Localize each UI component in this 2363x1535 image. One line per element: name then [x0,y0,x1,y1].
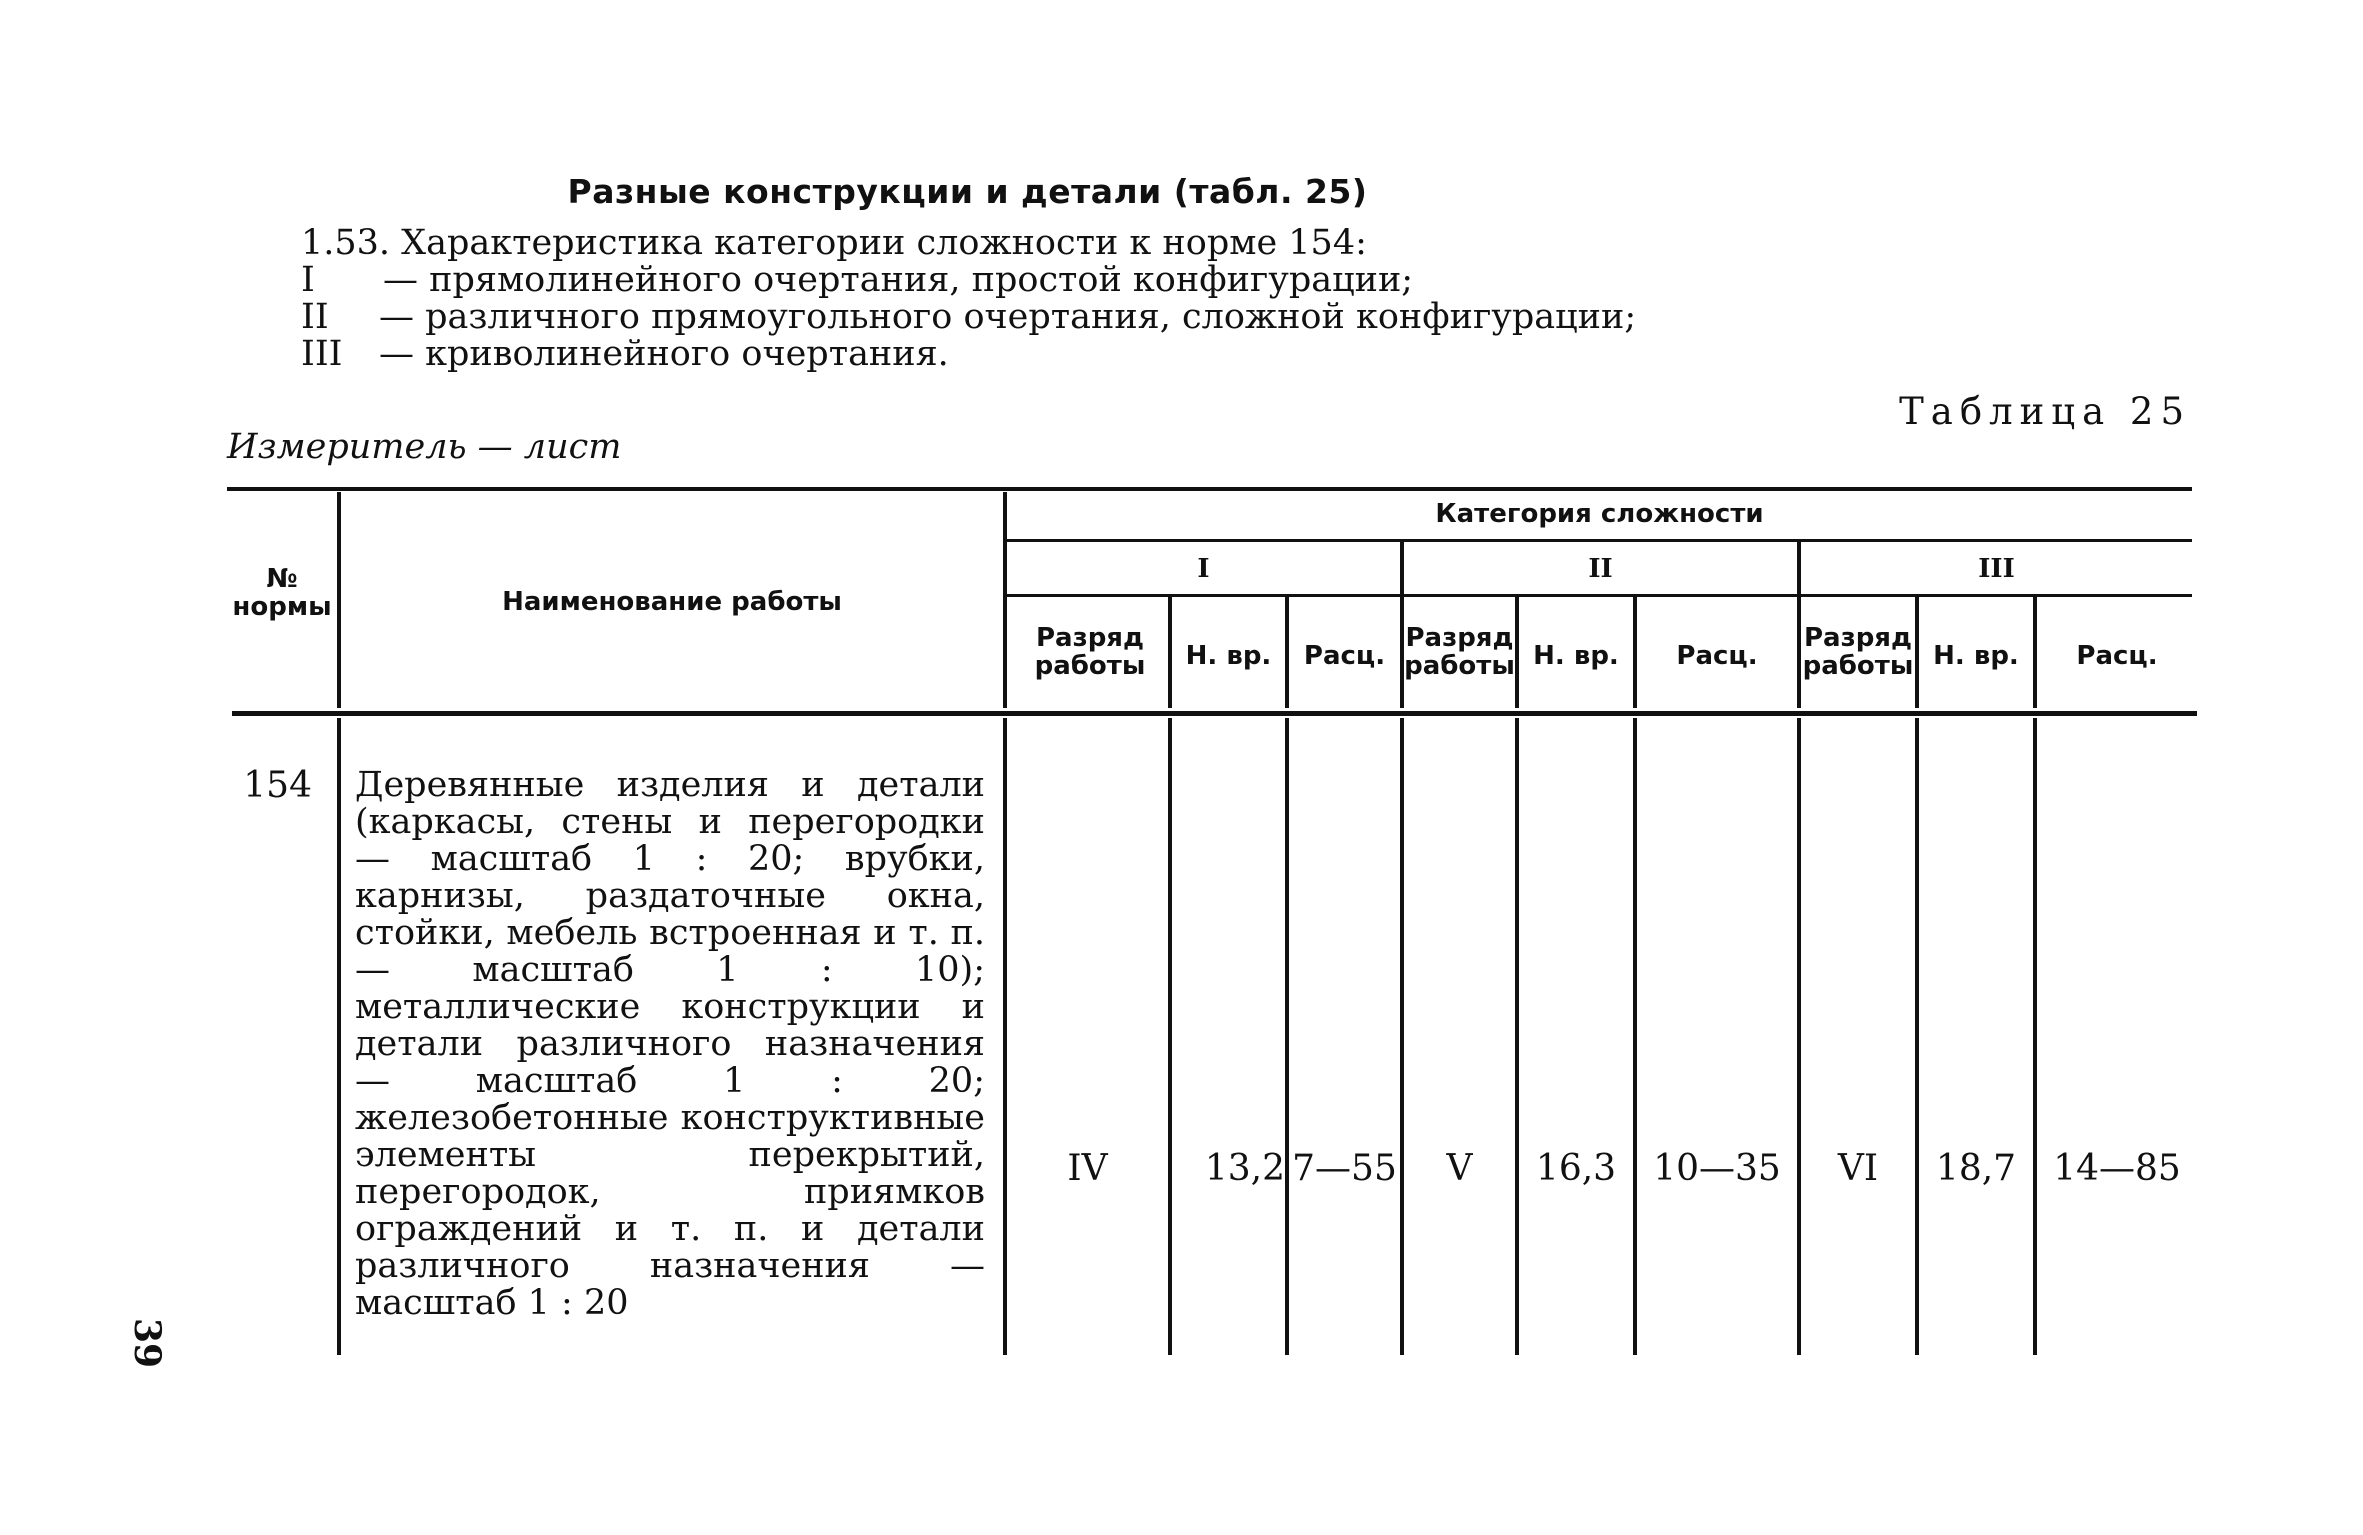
header-cat-1: I [1197,554,1210,584]
col-divider [1797,718,1801,1355]
intro-item-num: I [301,260,315,300]
table-top-rule [227,487,2192,491]
cat2-rate: 10—35 [1653,1148,1781,1189]
measure-unit: Измеритель — лист [227,427,622,467]
cat1-time: 13,2 [1204,1148,1285,1189]
header-rate: Расц. [1303,641,1386,671]
cat2-rank: V [1446,1148,1473,1189]
intro-item-2 [301,299,1636,336]
page-number: 39 [126,1318,168,1369]
cat2-time: 16,3 [1535,1148,1617,1189]
col-divider [337,718,341,1355]
header-rank: Разряд работы [1034,623,1146,681]
cat3-time: 18,7 [1935,1148,2017,1189]
col-divider [1633,718,1637,1355]
work-description: Деревянные изделия и детали (каркасы, стены и перегородки — масштаб 1 : 20; врубки, карнизы, раздаточные окна, стойки, мебель встроенная и т. п. — масштаб 1 : 10); металлические конструкции и детали различного назначения — масштаб 1 : 20; железобетонные конструктивные элементы перекрытий, перегородок, приямков ограждений и т. п. и детали различного назначения — масштаб 1 : 20 [355,765,985,1323]
intro-item-3 [301,336,949,373]
header-bottom-rule [232,711,2197,716]
col-divider [1168,718,1172,1355]
header-time: Н. вр. [1185,641,1272,671]
header-work-name: Наименование работы [502,587,842,617]
norm-number: 154 [243,765,312,806]
header-rate: Расц. [1676,641,1758,671]
intro-line: 1.53. Характеристика категории сложности к норме 154: [301,223,1367,263]
intro-item-text: — различного прямоугольного очертания, сложной конфигурации; [379,297,1637,337]
header-cat-3: III [1978,554,2015,584]
cat1-rank: IV [1067,1148,1108,1189]
col-divider [2033,718,2037,1355]
intro-item-1 [301,262,1413,299]
subcategory-rule [1005,594,2192,597]
header-rank: Разряд работы [1404,623,1515,681]
col-divider [1003,718,1007,1355]
cat3-rank: VI [1837,1148,1879,1189]
header-rank: Разряд работы [1802,623,1914,681]
intro-item-text: — прямолинейного очертания, простой конфигурации; [383,260,1414,300]
section-heading: Разные конструкции и детали (табл. 25) [567,172,1368,211]
col-divider [1915,718,1919,1355]
header-time: Н. вр. [1533,641,1619,671]
col-divider [1400,718,1404,1355]
header-category: Категория сложности [1435,499,1764,529]
category-rule [1005,539,2192,542]
header-time: Н. вр. [1933,641,2019,671]
header-norm-no: № нормы [232,564,332,622]
header-rate: Расц. [2076,641,2158,671]
header-cat-2: II [1588,554,1613,584]
cat1-rate: 7—55 [1292,1148,1397,1189]
intro-item-num: III [301,334,343,374]
intro-item-num: II [301,297,329,337]
col-divider [1515,718,1519,1355]
intro-item-text: — криволинейного очертания. [379,334,949,374]
table-label: Таблица 25 [1899,390,2191,433]
col-divider [1285,718,1289,1355]
cat3-rate: 14—85 [2053,1148,2181,1189]
